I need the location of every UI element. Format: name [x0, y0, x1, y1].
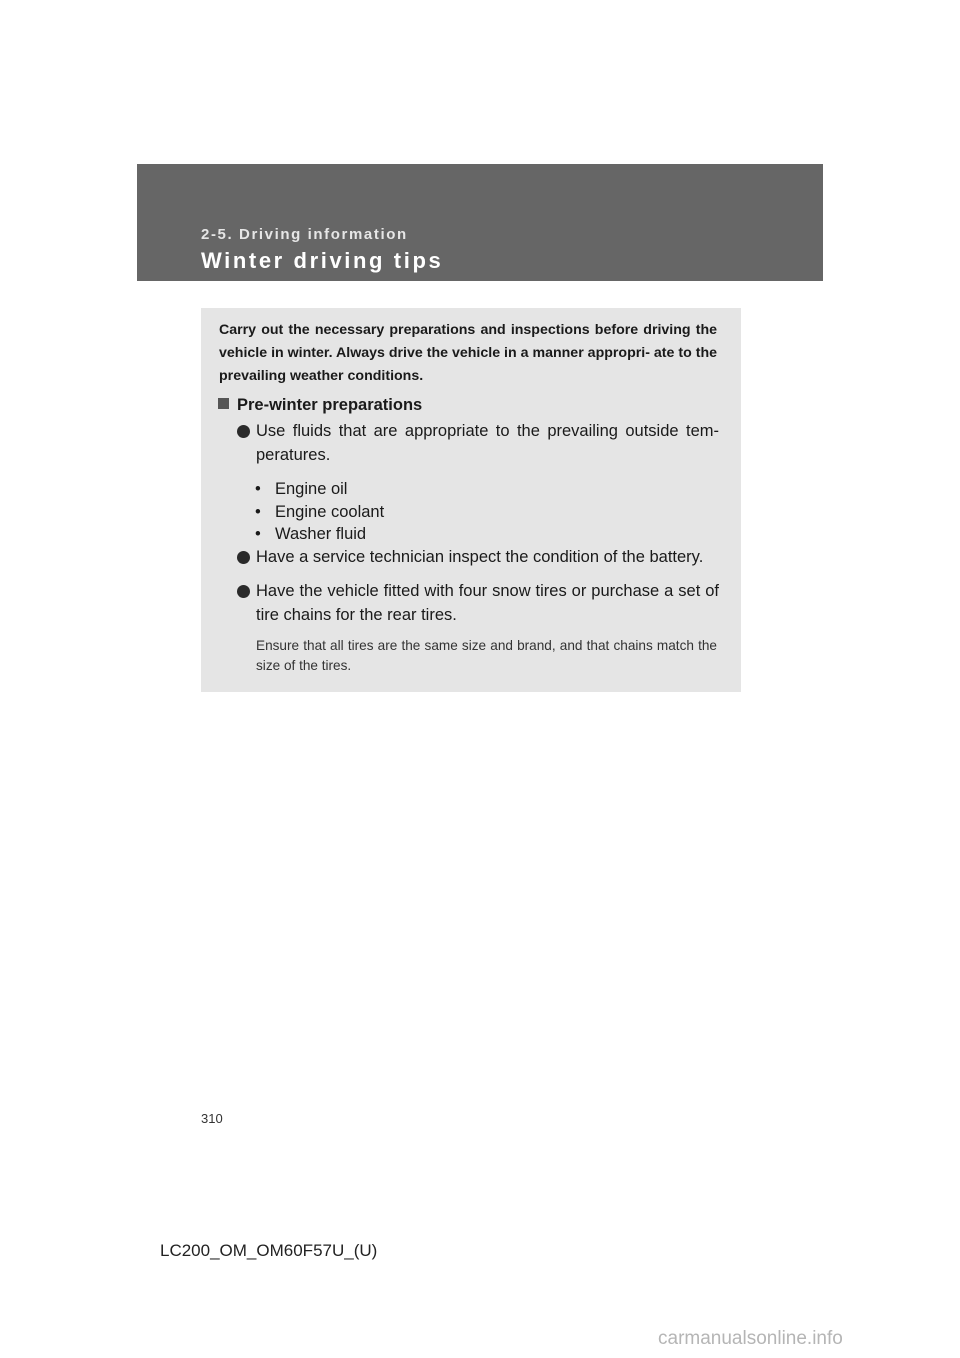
section-label: 2-5. Driving information — [201, 226, 408, 243]
tire-note: Ensure that all tires are the same size and brand, and that chains match the size of the tires. — [256, 638, 717, 673]
subheading-text: Pre-winter preparations — [237, 396, 423, 414]
list-item: • Washer fluid — [255, 525, 367, 543]
document-code: LC200_OM_OM60F57U_(U) — [160, 1241, 378, 1260]
round-bullet-icon — [237, 551, 250, 564]
square-bullet-icon — [218, 398, 229, 409]
round-bullet-icon — [237, 425, 250, 438]
bullet-text: Have the vehicle fitted with four snow tires or purchase a set of tire chains for the rear tires. — [256, 582, 719, 624]
bullet-item-tires — [237, 580, 719, 627]
list-item: • Engine oil — [255, 480, 348, 498]
bullet-item-battery — [237, 546, 719, 570]
fluid-list — [255, 478, 384, 546]
subheading — [218, 396, 422, 415]
bullet-item-fluids — [237, 420, 719, 467]
intro-paragraph: Carry out the necessary preparations and inspections before driving the vehicle in winter. Always drive the vehicle in a manner appropri- ate to the prevailing weather conditions. — [219, 322, 717, 384]
page-number: 310 — [201, 1111, 223, 1126]
round-bullet-icon — [237, 585, 250, 598]
bullet-text: Use fluids that are appropriate to the prevailing outside tem- peratures. — [256, 422, 719, 464]
bullet-text: Have a service technician inspect the condition of the battery. — [256, 548, 704, 566]
list-item: • Engine coolant — [255, 502, 385, 521]
watermark: carmanualsonline.info — [658, 1328, 843, 1349]
page-title: Winter driving tips — [201, 248, 444, 273]
